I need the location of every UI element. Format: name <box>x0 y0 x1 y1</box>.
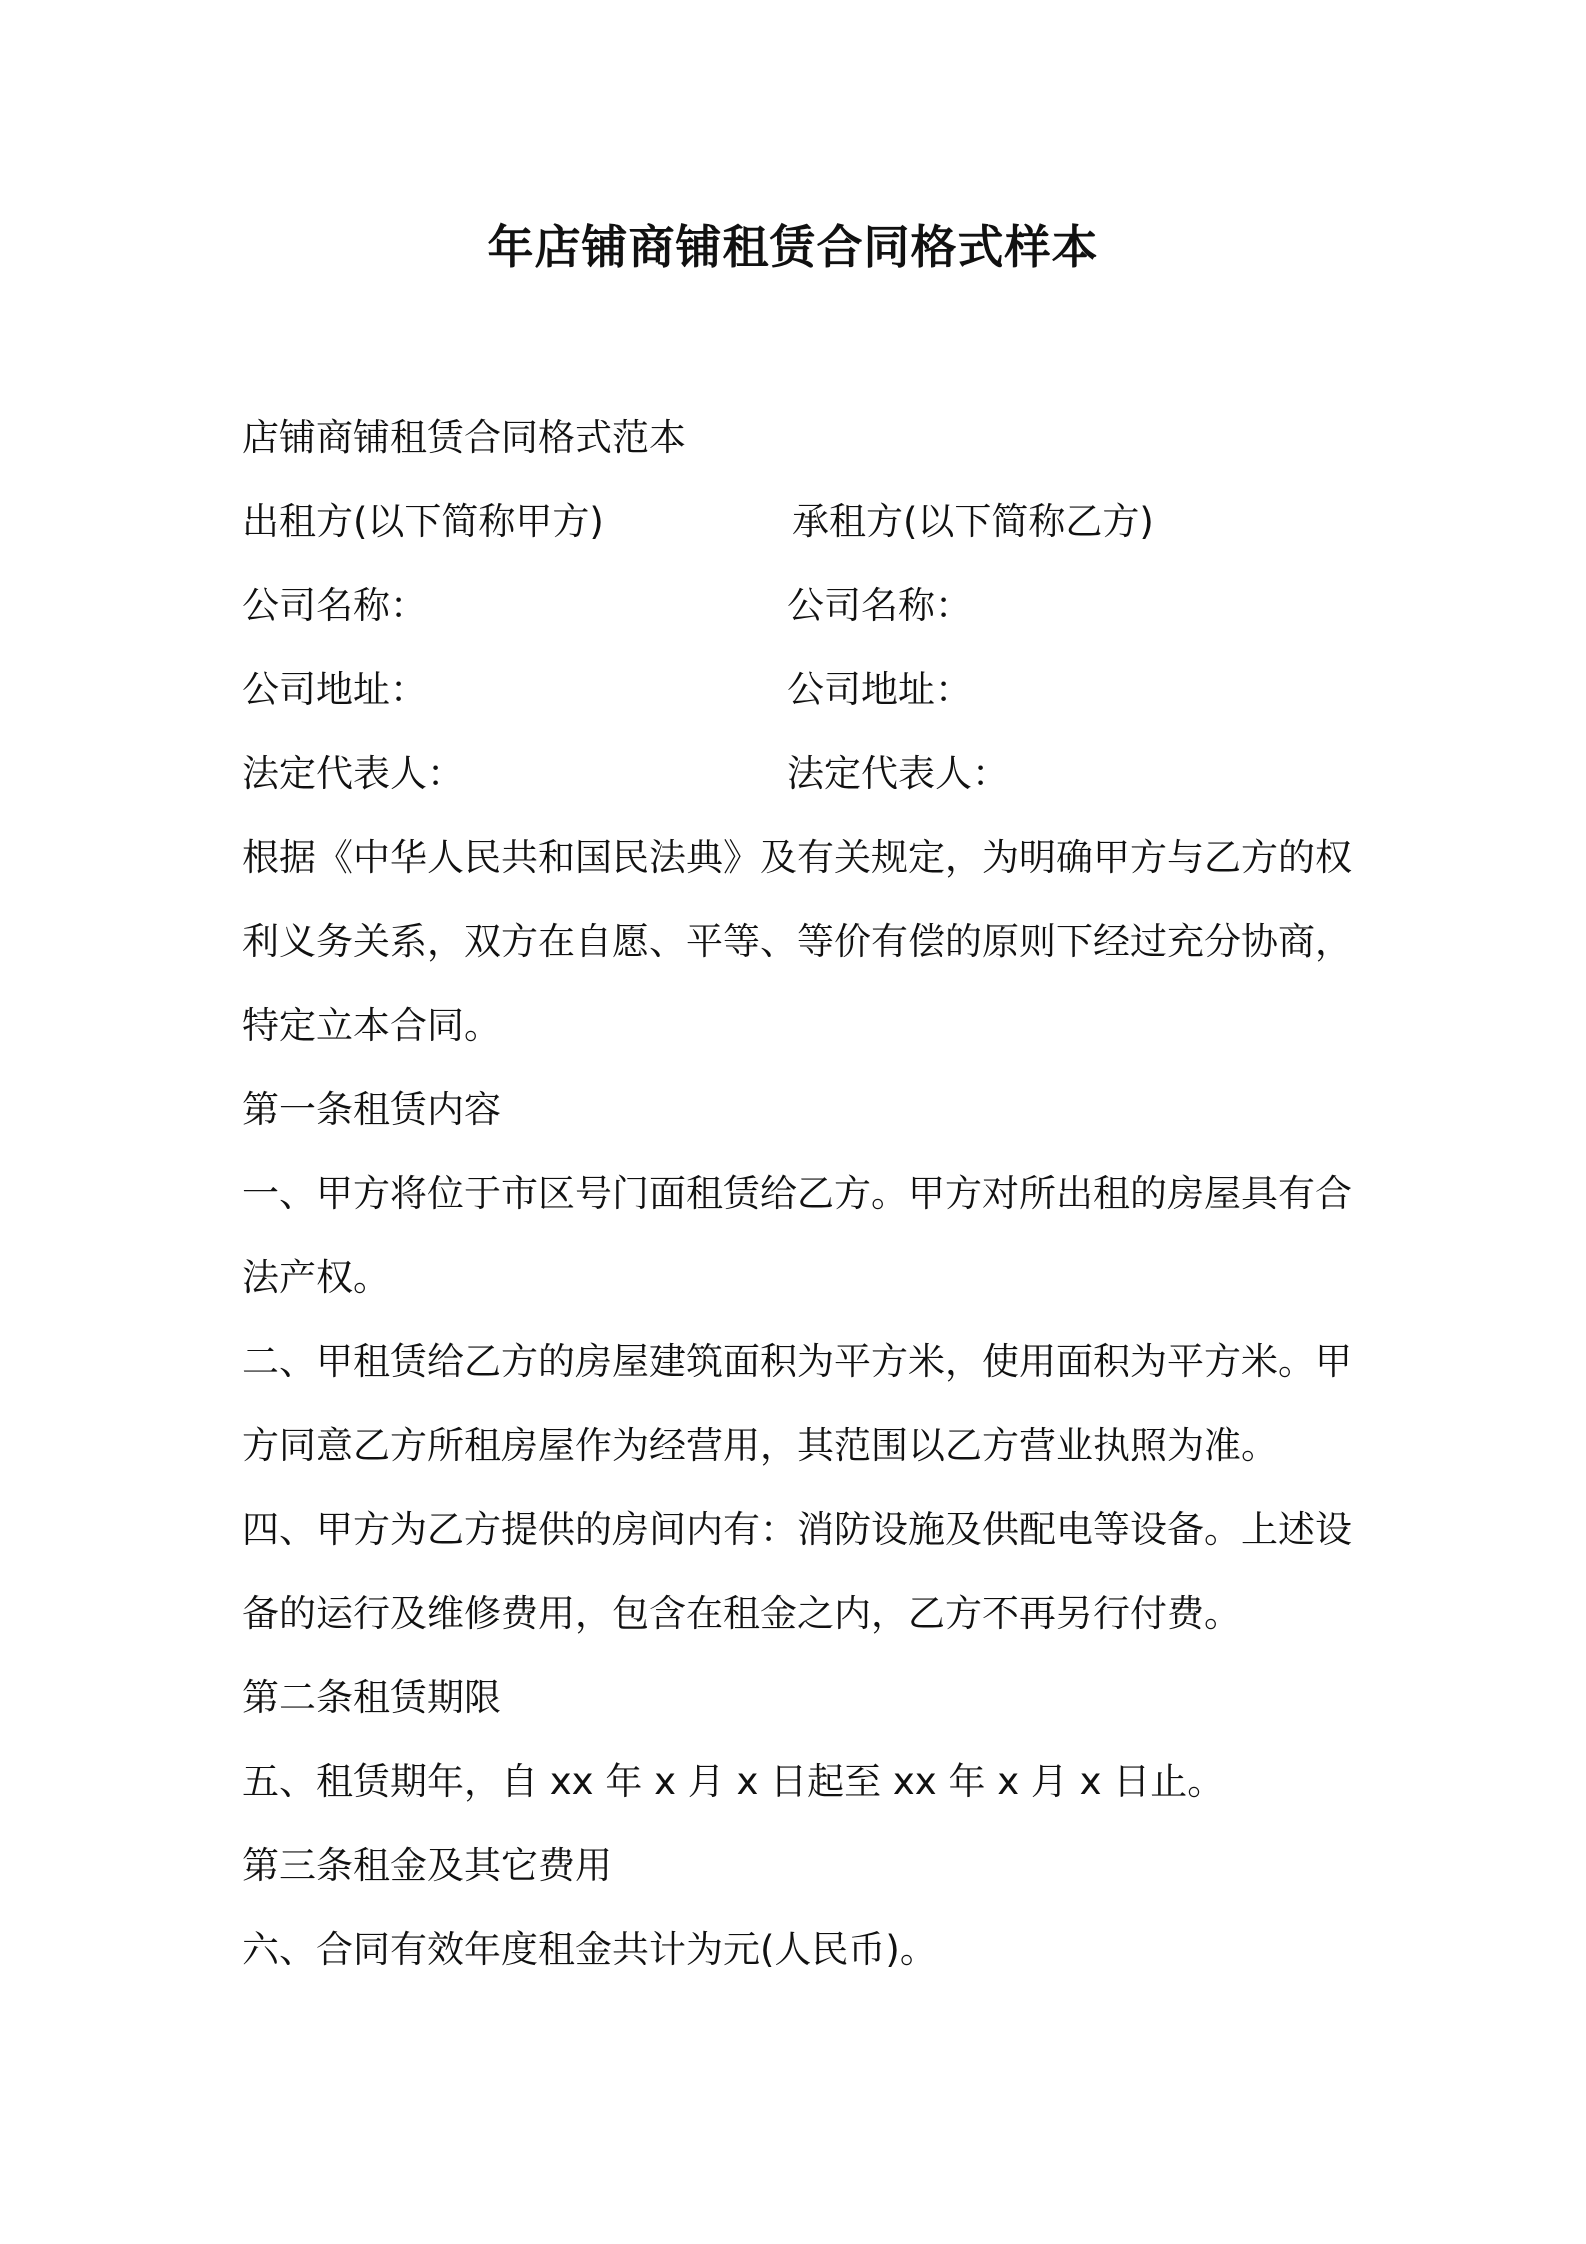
document-title: 年店铺商铺租赁合同格式样本 <box>487 220 1099 274</box>
company-name-row <box>242 576 1342 636</box>
lessee-company-name-label: 公司名称： <box>787 584 972 627</box>
section-heading: 第二条租赁期限 <box>242 1676 501 1719</box>
lessor-company-address-label: 公司地址： <box>242 668 427 711</box>
paragraph-line: 方同意乙方所租房屋作为经营用，其范围以乙方营业执照为准。 <box>242 1424 1278 1467</box>
paragraph-line: 一、甲方将位于市区号门面租赁给乙方。甲方对所出租的房屋具有合 <box>242 1172 1352 1215</box>
paragraph-line: 六、合同有效年度租金共计为元(人民币)。 <box>242 1928 937 1971</box>
legal-rep-row <box>242 744 1342 804</box>
lessee-company-address-label: 公司地址： <box>787 668 972 711</box>
parties-row <box>242 492 1342 552</box>
document-subtitle: 店铺商铺租赁合同格式范本 <box>242 416 686 459</box>
paragraph-line: 备的运行及维修费用，包含在租金之内，乙方不再另行付费。 <box>242 1592 1241 1635</box>
lessor-label: 出租方(以下简称甲方) <box>242 500 604 543</box>
lessor-company-name-label: 公司名称： <box>242 584 427 627</box>
paragraph-line: 根据《中华人民共和国民法典》及有关规定，为明确甲方与乙方的权 <box>242 836 1352 879</box>
lessor-legal-rep-label: 法定代表人： <box>242 752 464 795</box>
section-heading: 第三条租金及其它费用 <box>242 1844 612 1887</box>
paragraph-line: 法产权。 <box>242 1256 390 1299</box>
paragraph-line: 特定立本合同。 <box>242 1004 501 1047</box>
paragraph-line: 利义务关系，双方在自愿、平等、等价有偿的原则下经过充分协商， <box>242 920 1352 963</box>
section-heading: 第一条租赁内容 <box>242 1088 501 1131</box>
lessee-legal-rep-label: 法定代表人： <box>787 752 1009 795</box>
lessee-label: 承租方(以下简称乙方) <box>792 500 1154 543</box>
company-address-row <box>242 660 1342 720</box>
paragraph-line: 二、甲租赁给乙方的房屋建筑面积为平方米，使用面积为平方米。甲 <box>242 1340 1352 1383</box>
paragraph-line: 五、租赁期年，自 xx 年 x 月 x 日起至 xx 年 x 月 x 日止。 <box>242 1760 1225 1803</box>
paragraph-line: 四、甲方为乙方提供的房间内有：消防设施及供配电等设备。上述设 <box>242 1508 1352 1551</box>
